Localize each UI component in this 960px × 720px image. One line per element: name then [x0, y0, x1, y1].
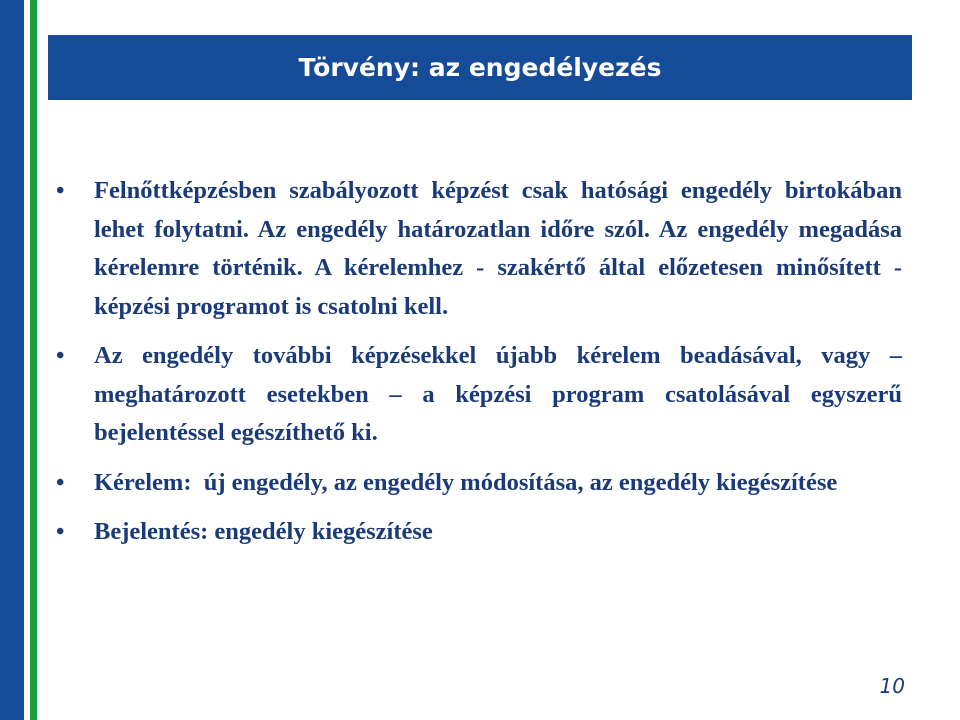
left-blue-stripe	[0, 0, 24, 720]
bullet-item	[56, 172, 902, 326]
title-bar	[48, 35, 912, 100]
bullet-text: Kérelem: új engedély, az engedély módosítása, az engedély kiegészítése	[94, 468, 838, 496]
bullet-text: Felnőttképzésben szabályozott képzést csak hatósági engedély birtokában lehet folytatni. Az engedély határozatlan időre szól. Az engedély megadása kérelemre történik. A kérelemhez - szakértő által előzetesen minősített - képzési programot is csatolni kell.	[94, 177, 902, 320]
bullet-icon: •	[56, 343, 65, 369]
bullet-text: Az engedély további képzésekkel újabb kérelem beadásával, vagy – meghatározott esetekben – a képzési program csatolásával egyszerű bejelentéssel egészíthető ki.	[94, 342, 902, 446]
left-green-stripe	[30, 0, 37, 720]
bullet-icon: •	[56, 178, 65, 204]
slide-title: Törvény: az engedélyezés	[298, 53, 662, 82]
bullet-item	[56, 337, 902, 453]
bullet-text: Bejelentés: engedély kiegészítése	[94, 518, 433, 545]
page-number: 10	[879, 674, 905, 698]
bullet-list	[56, 172, 902, 552]
bullet-item	[56, 464, 902, 503]
bullet-icon: •	[56, 469, 65, 496]
slide-content	[56, 172, 902, 563]
bullet-icon: •	[56, 519, 65, 545]
bullet-item	[56, 513, 902, 552]
